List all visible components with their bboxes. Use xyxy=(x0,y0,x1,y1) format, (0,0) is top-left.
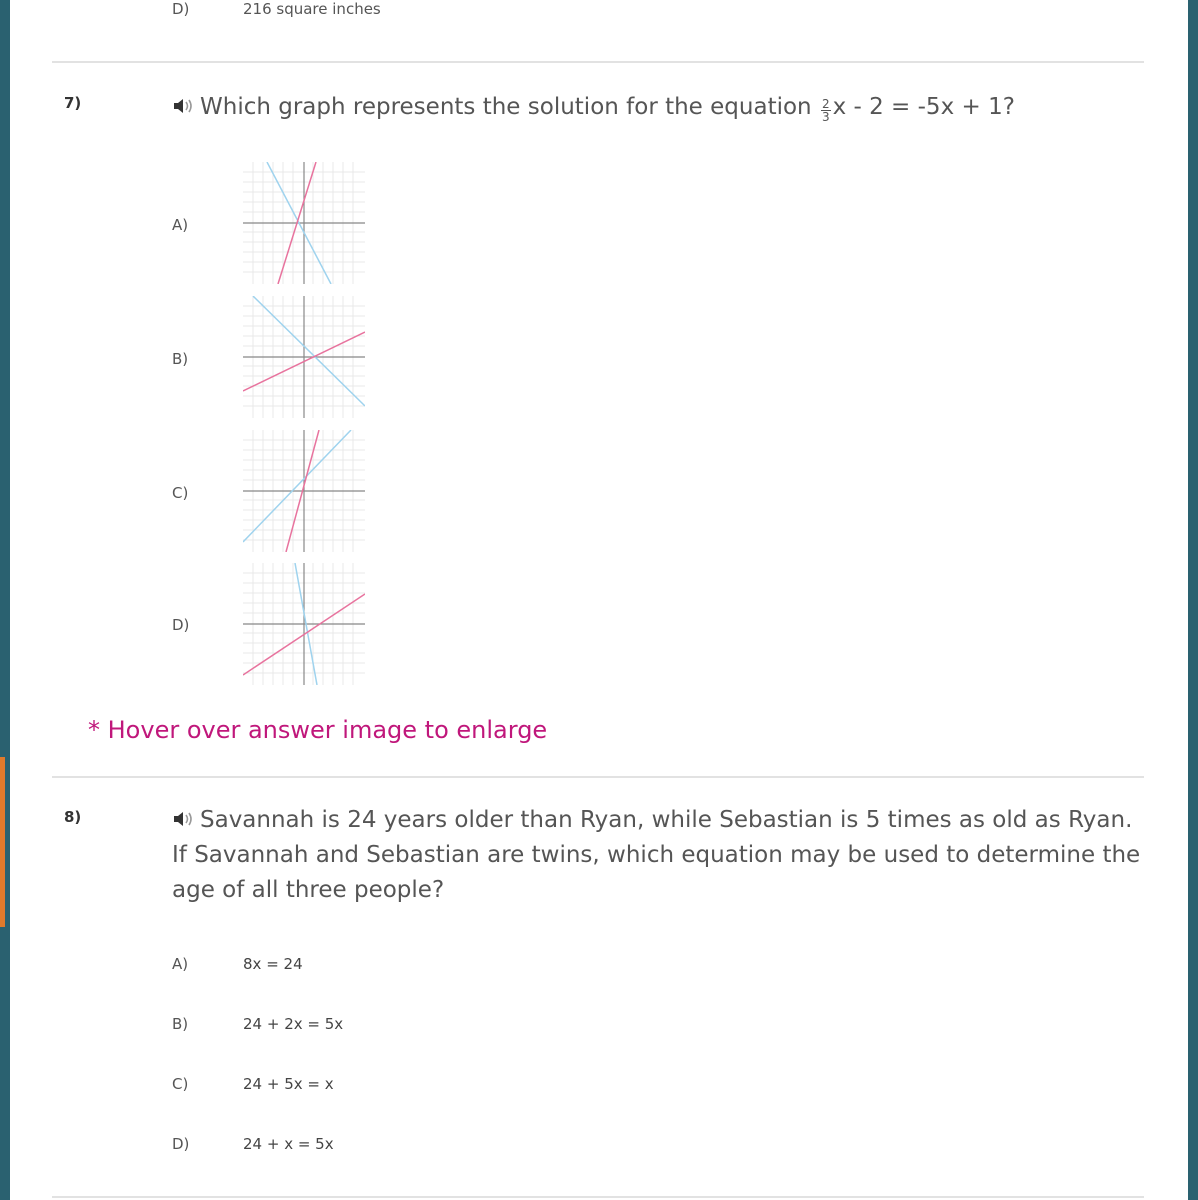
option-letter: C) xyxy=(172,484,189,502)
answer-option-b[interactable]: 24 + 2x = 5x xyxy=(243,1015,344,1033)
option-letter: B) xyxy=(172,1015,189,1033)
answer-option-a[interactable]: 8x = 24 xyxy=(243,955,303,973)
question-text xyxy=(172,90,1015,125)
option-letter: A) xyxy=(172,216,189,234)
question-line: If Savannah and Sebastian are twins, which equation may be used to determine the xyxy=(172,842,1141,868)
quiz-page xyxy=(10,0,1188,1200)
divider xyxy=(52,776,1144,778)
question-number: 7) xyxy=(64,94,82,112)
speaker-icon[interactable] xyxy=(172,804,196,822)
side-tab xyxy=(0,757,5,927)
speaker-icon[interactable] xyxy=(172,91,196,109)
graph-b[interactable] xyxy=(243,296,365,418)
option-letter: D) xyxy=(172,1135,190,1153)
option-letter: A) xyxy=(172,955,189,973)
option-letter: B) xyxy=(172,350,189,368)
question-number: 8) xyxy=(64,808,82,826)
prev-option-letter: D) xyxy=(172,0,190,18)
question-text-part: Which graph represents the solution for the equation xyxy=(200,94,812,120)
option-letter: D) xyxy=(172,616,190,634)
hover-note: * Hover over answer image to enlarge xyxy=(88,716,548,744)
option-letter: C) xyxy=(172,1075,189,1093)
question-text-part: x - 2 = -5x + 1? xyxy=(832,94,1015,120)
graph-d[interactable] xyxy=(243,563,365,685)
answer-option-c[interactable]: 24 + 5x = x xyxy=(243,1075,334,1093)
divider xyxy=(52,61,1144,63)
answer-option-d[interactable]: 24 + x = 5x xyxy=(243,1135,334,1153)
fraction: $\frac{2}{3}$ xyxy=(821,97,830,124)
question-line: age of all three people? xyxy=(172,877,445,903)
graph-c[interactable] xyxy=(243,430,365,552)
question-text xyxy=(172,803,1162,908)
question-line: Savannah is 24 years older than Ryan, while Sebastian is 5 times as old as Ryan. xyxy=(200,807,1133,833)
prev-option-text: 216 square inches xyxy=(243,0,381,18)
graph-a[interactable] xyxy=(243,162,365,284)
divider xyxy=(52,1196,1144,1198)
